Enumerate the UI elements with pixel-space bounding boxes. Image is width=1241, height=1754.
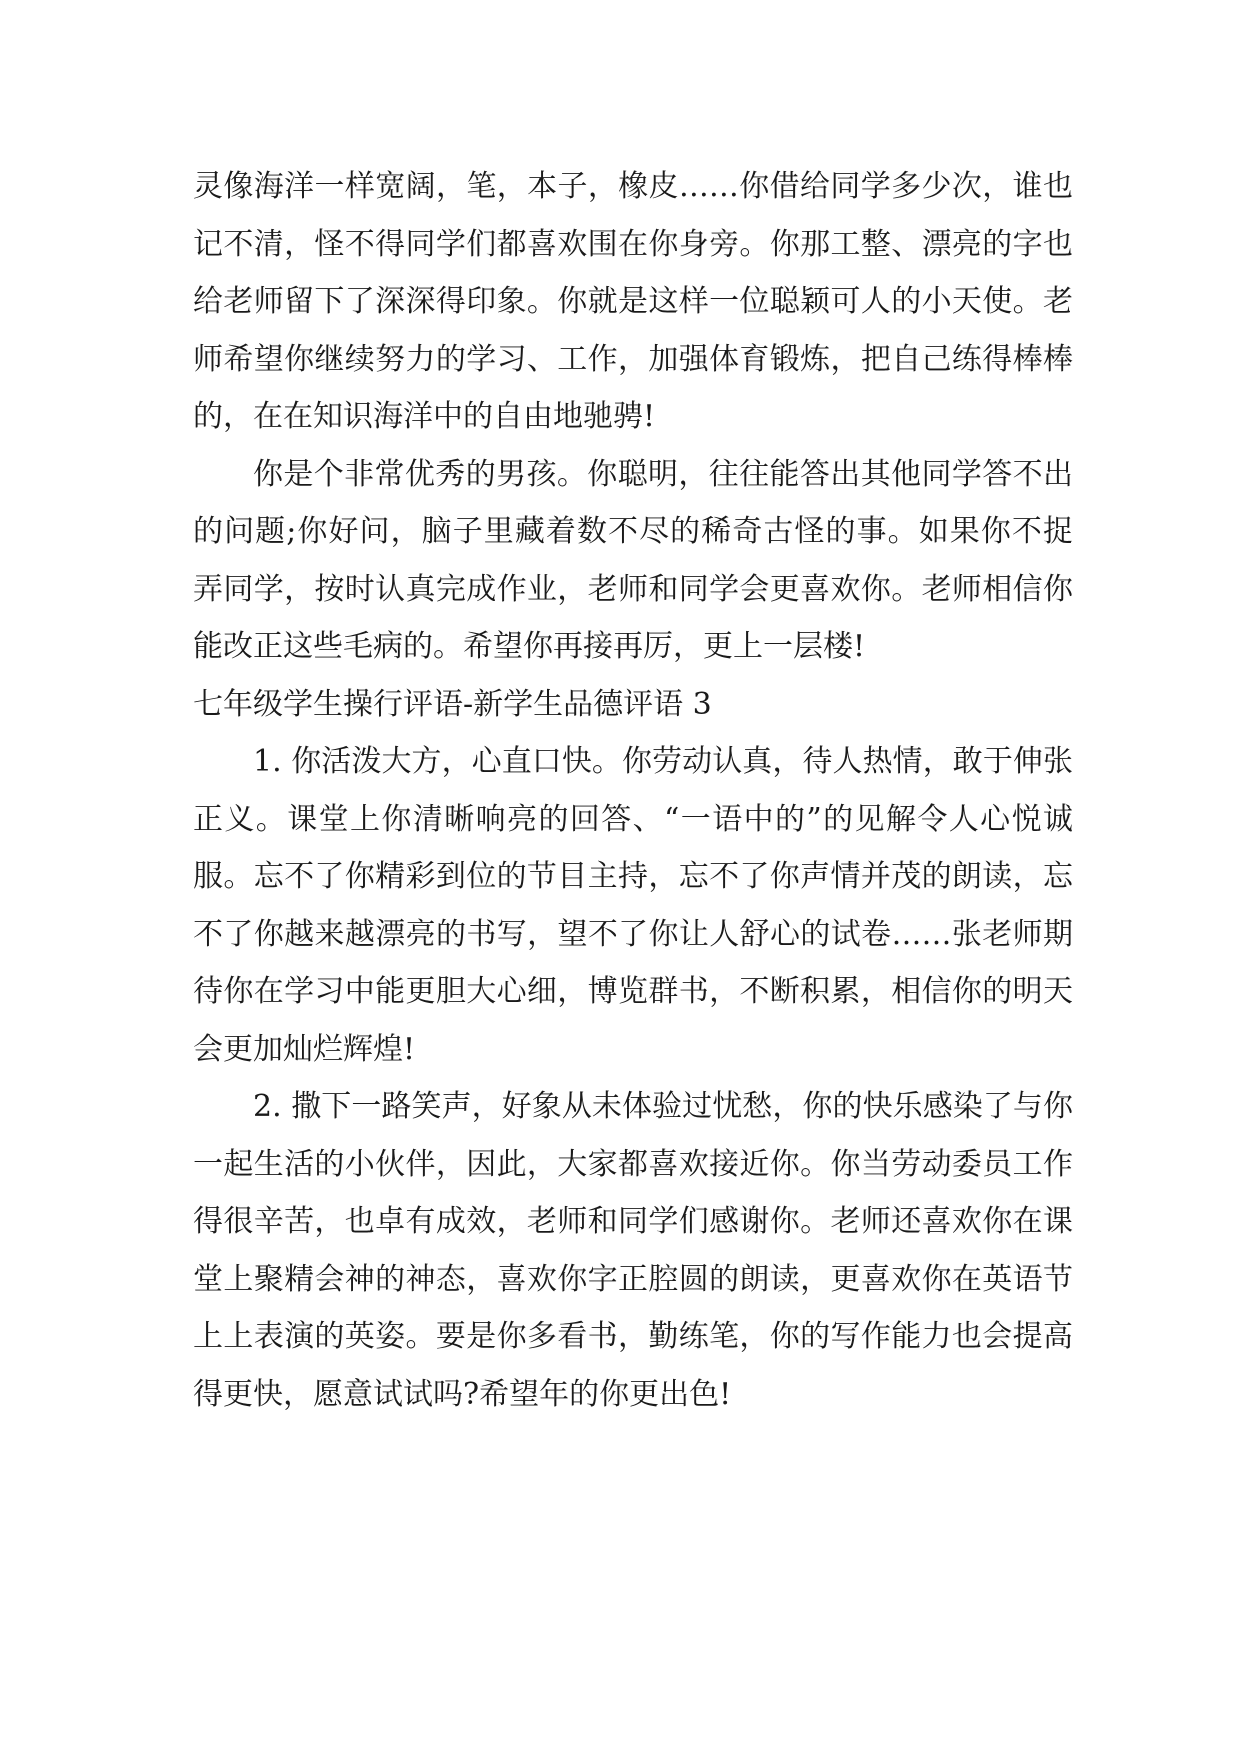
- paragraph-comment-boy: 你是个非常优秀的男孩。你聪明，往往能答出其他同学答不出的问题;你好问，脑子里藏着数不尽的稀奇古怪的事。如果你不捉弄同学，按时认真完成作业，老师和同学会更喜欢你。老师相信你能改正这些毛病的。希望你再接再厉，更上一层楼!: [193, 456, 1073, 664]
- document-body: [193, 158, 1073, 1423]
- paragraph-continued: 灵像海洋一样宽阔，笔，本子，橡皮……你借给同学多少次，谁也记不清，怪不得同学们都喜欢围在你身旁。你那工整、漂亮的字也给老师留下了深深得印象。你就是这样一位聪颖可人的小天使。老师希望你继续努力的学习、工作，加强体育锻炼，把自己练得棒棒的，在在知识海洋中的自由地驰骋!: [193, 169, 1073, 434]
- section-heading: 七年级学生操行评语-新学生品德评语 3: [193, 686, 712, 722]
- paragraph-comment-1: 1. 你活泼大方，心直口快。你劳动认真，待人热情，敢于伸张正义。课堂上你清晰响亮的回答、“一语中的”的见解令人心悦诚服。忘不了你精彩到位的节目主持，忘不了你声情并茂的朗读，忘不了你越来越漂亮的书写，望不了你让人舒心的试卷……张老师期待你在学习中能更胆大心细，博览群书，不断积累，相信你的明天会更加灿烂辉煌!: [193, 744, 1073, 1067]
- paragraph-comment-2: 2. 撒下一路笑声，好象从未体验过忧愁，你的快乐感染了与你一起生活的小伙伴，因此，大家都喜欢接近你。你当劳动委员工作得很辛苦，也卓有成效，老师和同学们感谢你。老师还喜欢你在课堂上聚精会神的神态，喜欢你字正腔圆的朗读，更喜欢你在英语节上上表演的英姿。要是你多看书，勤练笔，你的写作能力也会提高得更快，愿意试试吗?希望年的你更出色!: [193, 1089, 1073, 1412]
